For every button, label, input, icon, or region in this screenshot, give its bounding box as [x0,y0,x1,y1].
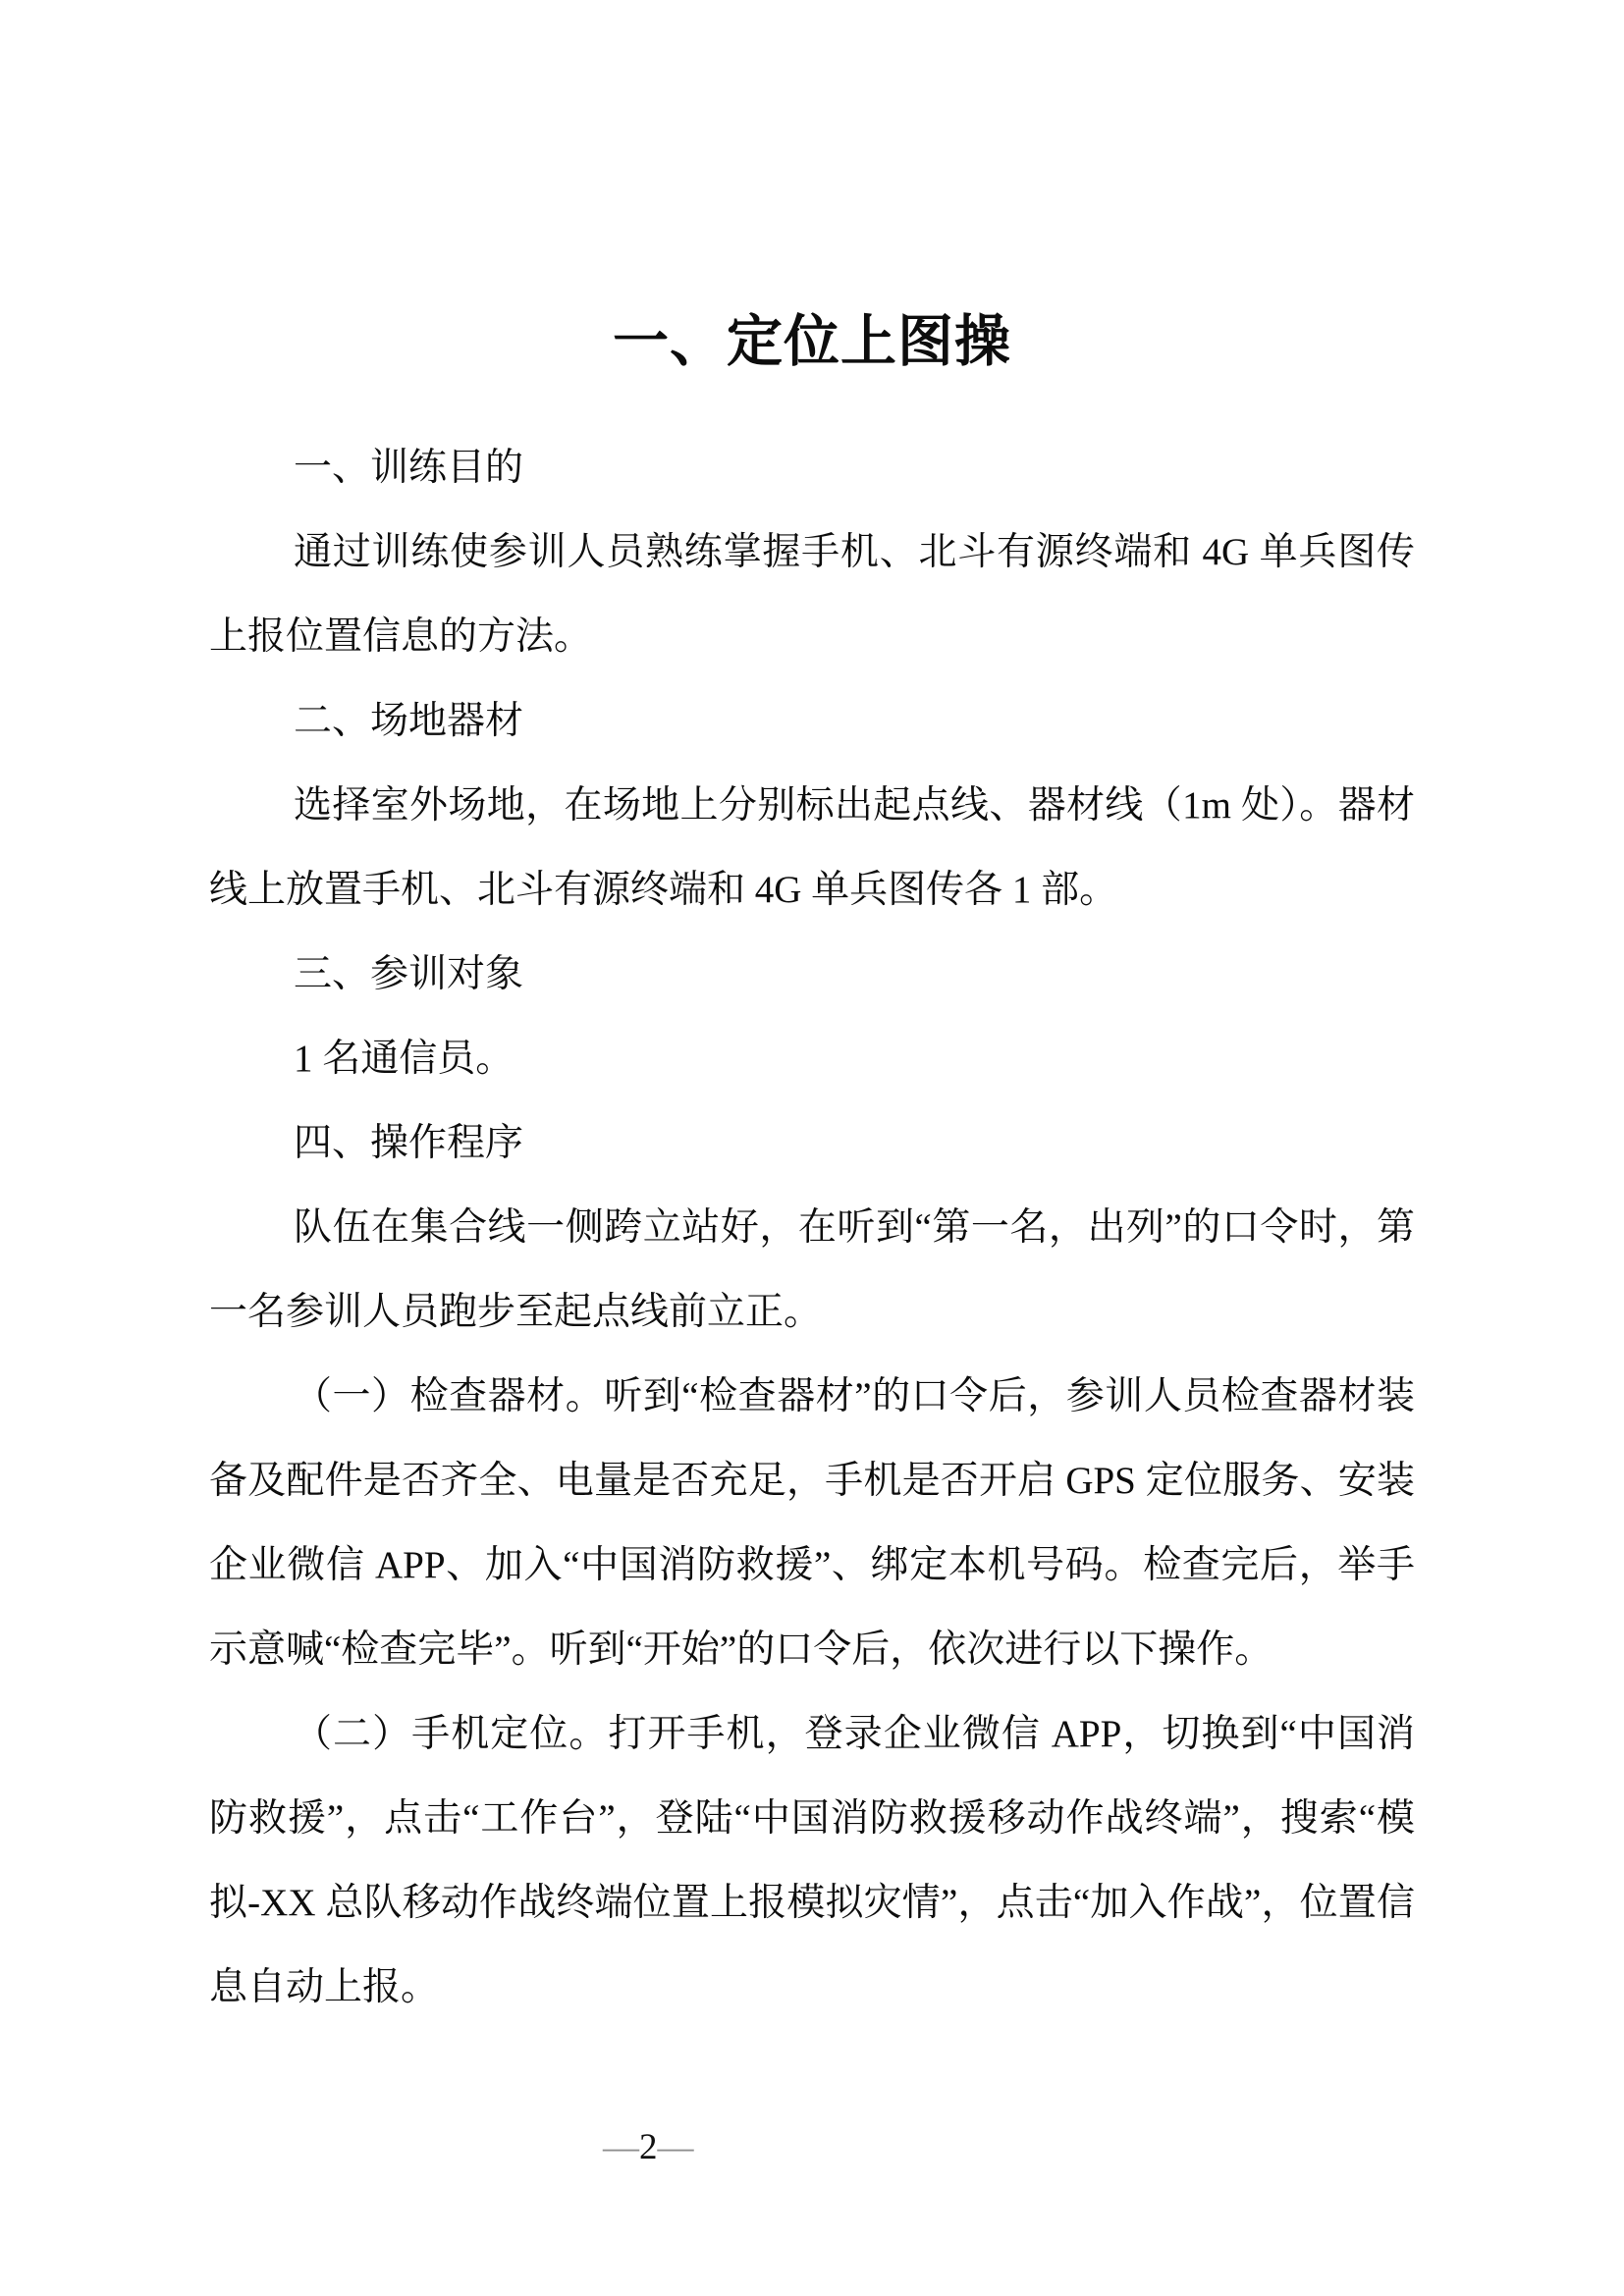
paragraph: 1 名通信员。 [294,1038,514,1080]
page-footer [603,2128,694,2167]
page-title: 一、定位上图操 [613,311,1011,373]
paragraph: 选择室外场地，在场地上分别标出起点线、器材线（1m 处）。器材线上放置手机、北斗有源终端和 4G 单兵图传各 1 部。 [209,784,1415,911]
footer-dash-left: — [603,2127,639,2167]
footer-dash-right: — [657,2127,694,2167]
document-body [209,426,1415,2030]
section-heading-trainees: 三、参训对象 [294,953,524,995]
section-heading-procedure: 四、操作程序 [294,1122,524,1164]
footer-page-number: 2 [639,2127,658,2167]
paragraph: （二）手机定位。打开手机，登录企业微信 APP，切换到“中国消防救援”，点击“工作台”，登陆“中国消防救援移动作战终端”，搜索“模拟-XX 总队移动作战终端位置上报模拟灾情”，点击“加入作战”，位置信息自动上报。 [209,1713,1415,2008]
section-heading-site-equipment: 二、场地器材 [294,700,524,742]
paragraph: 通过训练使参训人员熟练掌握手机、北斗有源终端和 4G 单兵图传上报位置信息的方法。 [209,531,1415,658]
paragraph: （一）检查器材。听到“检查器材”的口令后，参训人员检查器材装备及配件是否齐全、电量是否充足，手机是否开启 GPS 定位服务、安装企业微信 APP、加入“中国消防救援”、绑定本机号码。检查完后，举手示意喊“检查完毕”。听到“开始”的口令后，依次进行以下操作。 [209,1375,1415,1671]
section-heading-training-goal: 一、训练目的 [294,447,524,489]
paragraph: 队伍在集合线一侧跨立站好，在听到“第一名，出列”的口令时，第一名参训人员跑步至起点线前立正。 [209,1206,1415,1333]
